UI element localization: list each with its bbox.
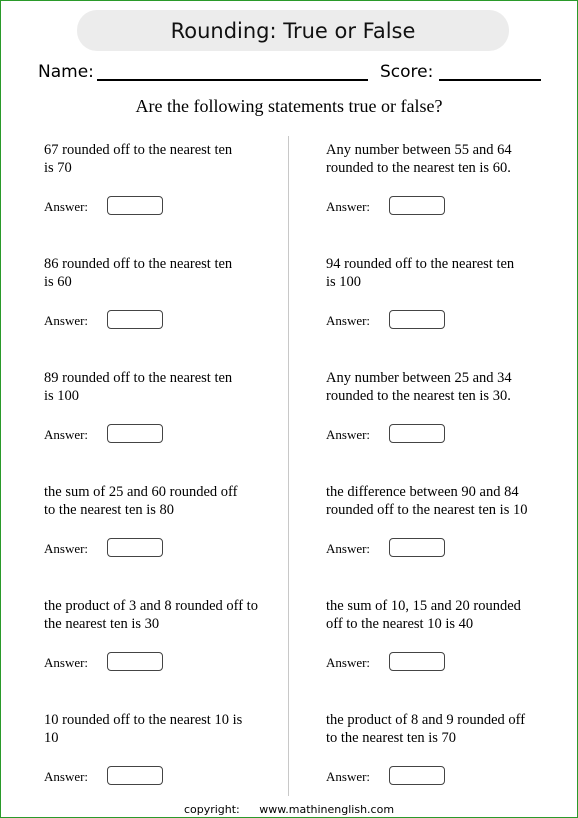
question-right-1: Any number between 55 and 64 rounded to the nearest ten is 60. — [326, 142, 512, 176]
answer-box-right-1[interactable] — [389, 196, 445, 215]
instructions: Are the following statements true or false? — [135, 96, 443, 116]
answer-label: Answer: — [44, 769, 89, 784]
question-left-6: 10 rounded off to the nearest 10 is 10 — [44, 712, 243, 746]
question-left-3: 89 rounded off to the nearest ten is 100 — [44, 370, 233, 404]
question-right-6: the product of 8 and 9 rounded off to the nearest ten is 70 — [326, 712, 526, 746]
copyright-label: copyright: — [183, 803, 240, 816]
question-left-1: 67 rounded off to the nearest ten is 70 — [44, 142, 233, 176]
score-line — [439, 79, 541, 81]
answer-label: Answer: — [44, 541, 89, 556]
question-left-4: the sum of 25 and 60 rounded off to the nearest ten is 80 — [44, 484, 238, 518]
answer-box-left-5[interactable] — [107, 652, 163, 671]
answer-label: Answer: — [326, 769, 371, 784]
question-right-3: Any number between 25 and 34 rounded to the nearest ten is 30. — [326, 370, 512, 404]
title-banner — [77, 10, 509, 51]
answer-box-left-6[interactable] — [107, 766, 163, 785]
answer-box-right-4[interactable] — [389, 538, 445, 557]
footer — [1, 803, 577, 816]
question-left-5: the product of 3 and 8 rounded off to the nearest ten is 30 — [44, 598, 258, 632]
answer-label: Answer: — [326, 427, 371, 442]
answer-label: Answer: — [44, 427, 89, 442]
question-right-5: the sum of 10, 15 and 20 rounded off to the nearest 10 is 40 — [326, 598, 521, 632]
question-left-2: 86 rounded off to the nearest ten is 60 — [44, 256, 233, 290]
name-line — [97, 79, 368, 81]
answer-box-left-1[interactable] — [107, 196, 163, 215]
answer-box-right-2[interactable] — [389, 310, 445, 329]
answer-box-right-5[interactable] — [389, 652, 445, 671]
answer-label: Answer: — [44, 199, 89, 214]
answer-label: Answer: — [326, 541, 371, 556]
answer-box-right-3[interactable] — [389, 424, 445, 443]
question-right-4: the difference between 90 and 84 rounded off to the nearest ten is 10 — [326, 484, 528, 518]
answer-box-right-6[interactable] — [389, 766, 445, 785]
answer-label: Answer: — [326, 313, 371, 328]
score-label: Score: — [380, 62, 434, 82]
page-title: Rounding: True or False — [170, 18, 416, 43]
answer-box-left-3[interactable] — [107, 424, 163, 443]
name-label: Name: — [38, 62, 94, 82]
answer-label: Answer: — [44, 655, 89, 670]
website-link[interactable]: www.mathinenglish.com — [259, 803, 395, 816]
answer-label: Answer: — [326, 199, 371, 214]
question-right-2: 94 rounded off to the nearest ten is 100 — [326, 256, 515, 290]
answer-box-left-4[interactable] — [107, 538, 163, 557]
answer-label: Answer: — [326, 655, 371, 670]
column-divider — [288, 136, 289, 796]
answer-box-left-2[interactable] — [107, 310, 163, 329]
answer-label: Answer: — [44, 313, 89, 328]
